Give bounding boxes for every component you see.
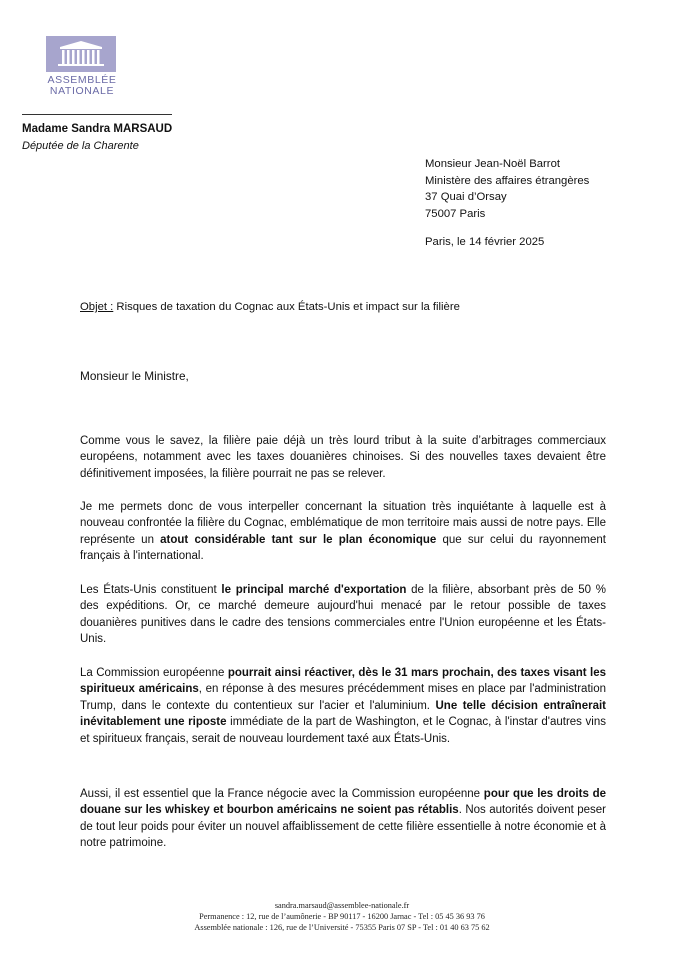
paragraph-5-text-1: Aussi, il est essentiel que la France négocie avec la Commission européenne: [80, 788, 484, 800]
paragraph-2-text-1: Je me permets donc de vous interpeller concernant la situation très inquiétante à laquelle est à nouveau confrontée la filière du Cognac, emblématique de mon territoire mais aussi de notre pays. Elle représente un: [80, 501, 606, 546]
recipient-ministry: Ministère des affaires étrangères: [425, 174, 590, 187]
footer-email: sandra.marsaud@assemblee-nationale.fr: [274, 901, 410, 910]
sender-role: Députée de la Charente: [22, 140, 139, 152]
header-separator: [22, 114, 172, 115]
object-label: Objet :: [80, 301, 114, 313]
paragraph-3-bold-1: le principal marché d'exportation: [221, 584, 407, 596]
paragraph-2-text-2: que sur celui du rayonnement français à l'international.: [80, 533, 606, 563]
recipient-name: Monsieur Jean-Noël Barrot: [425, 158, 560, 170]
paragraph-5-text-2: . Nos autorités doivent peser de tout leur poids pour éviter un nouvel affaiblissement de cette filière essentielle à notre économie et à notre patrimoine.: [80, 804, 606, 850]
recipient-street: 37 Quai d’Orsay: [425, 191, 507, 203]
hemicycle-emblem-icon: [46, 36, 116, 72]
salutation: Monsieur le Ministre,: [80, 369, 189, 383]
paragraph-5: [80, 786, 606, 852]
logo-line-2: NATIONALE: [49, 85, 115, 97]
paragraph-1-text: Comme vous le savez, la filière paie déjà un très lourd tribut à la suite d’arbitrages commerciaux européens, notamment avec les taxes douanières chinoises. Si des nouvelles taxes devaient être définitivement imposées, la filière pourrait ne pas se relever.: [80, 435, 606, 480]
object-text: Risques de taxation du Cognac aux États-Unis et impact sur la filière: [113, 301, 460, 313]
paragraph-1: [80, 433, 606, 482]
recipient-address: [425, 156, 589, 222]
paragraph-4: [80, 665, 606, 747]
paragraph-3-text-1: Les États-Unis constituent: [80, 584, 222, 596]
sender-name: Madame Sandra MARSAUD: [22, 123, 173, 135]
footer-permanence: Permanence : 12, rue de l’aumônerie - BP 90117 - 16200 Jarnac - Tel : 05 45 36 93 76: [199, 912, 485, 921]
paragraph-4-text-1: La Commission européenne: [80, 667, 228, 679]
paragraph-2-bold-1: atout considérable tant sur le plan économique: [160, 533, 437, 546]
letter-object: [80, 301, 460, 313]
paragraph-3: [80, 582, 606, 648]
assemblee-nationale-logo: [46, 36, 118, 97]
paragraph-4-text-2: , en réponse à des mesures précédemment mises en place par l'administration Trump, dans le contexte du contentieux sur l'acier et l'aluminium.: [80, 683, 606, 712]
letter-footer: [0, 900, 684, 933]
paragraph-4-text-3: immédiate de la part de Washington, et le Cognac, à l'instar d'autres vins et spiritueux français, serait de nouveau lourdement taxé aux États-Unis.: [80, 716, 606, 745]
letter-date: Paris, le 14 février 2025: [425, 236, 545, 248]
logo-line-1: ASSEMBLÉE: [47, 74, 117, 86]
recipient-city: 75007 Paris: [425, 207, 486, 220]
paragraph-5-bold-1: pour que les droits de douane sur les whiskey et bourbon américains ne soient pas rétablis: [80, 788, 606, 817]
footer-assemblee: Assemblée nationale : 126, rue de l’Université - 75355 Paris 07 SP - Tel : 01 40 63 75 62: [194, 923, 490, 932]
paragraph-2: [80, 499, 606, 565]
paragraph-3-text-2: de la filière, absorbant près de 50 % des expéditions. Or, ce marché demeure aujourd'hui menacé par le retour possible de taxes douanières punitives dans le cadre des tensions commerciales entre l'Union européenne et les États-Unis.: [80, 584, 606, 646]
paragraph-4-bold-2: Une telle décision entraînerait inévitablement une riposte: [80, 699, 606, 729]
paragraph-4-bold-1: pourrait ainsi réactiver, dès le 31 mars prochain, des taxes visant les spiritueux américains: [80, 667, 607, 696]
